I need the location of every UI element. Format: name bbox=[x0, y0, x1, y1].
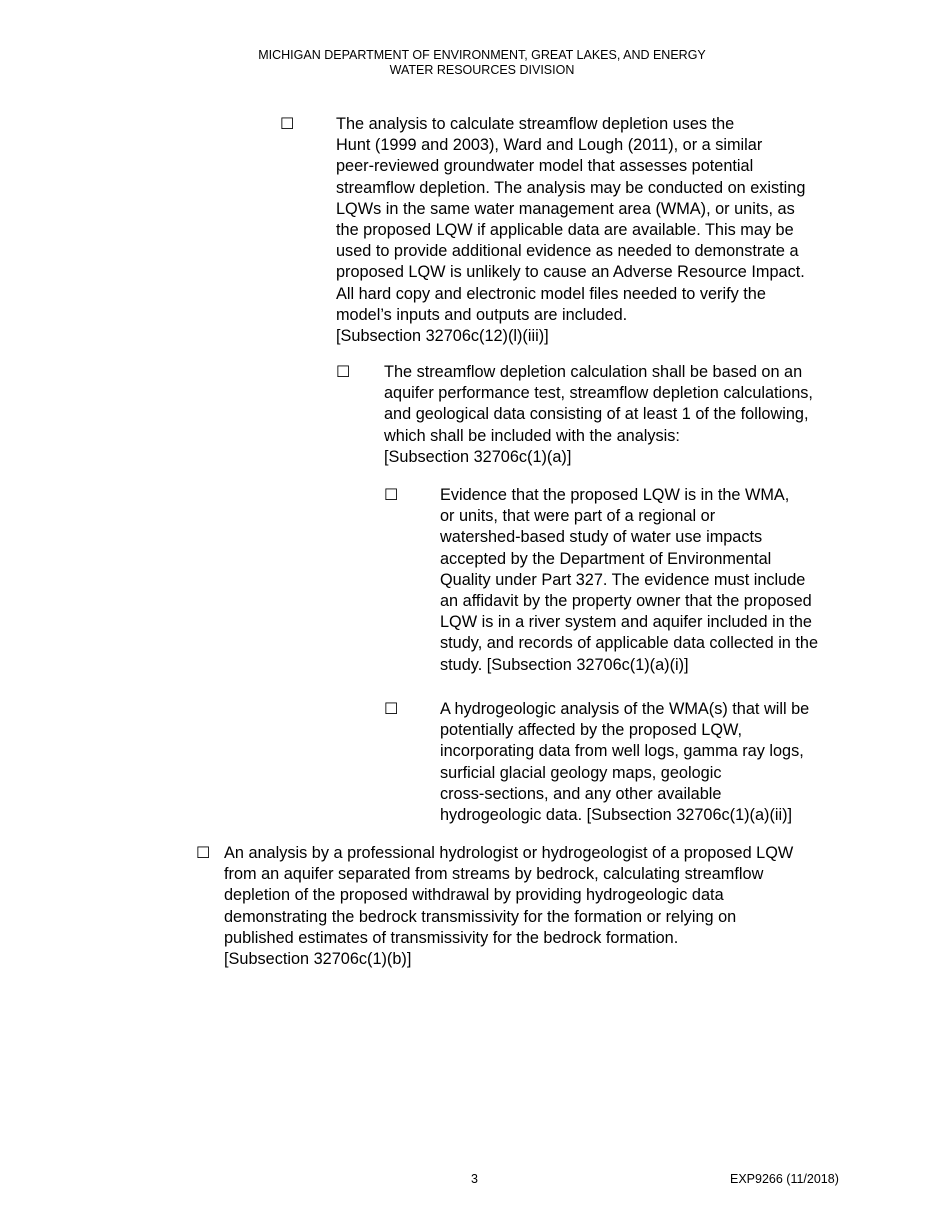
checkbox[interactable]: ☐ bbox=[384, 701, 399, 718]
item-text: A hydrogeologic analysis of the WMA(s) that will be potentially affected by the proposed LQW, incorporating data from well logs, gamma ray logs, surficial glacial geology maps, geologic cross-sections, and any other available hydrogeologic data. [Subsection 32706c(1)(a)(ii)] bbox=[440, 700, 810, 825]
form-id: EXP9266 (11/2018) bbox=[730, 1172, 839, 1186]
header-agency: MICHIGAN DEPARTMENT OF ENVIRONMENT, GREAT LAKES, AND ENERGY bbox=[258, 48, 706, 62]
item-text: The analysis to calculate streamflow depletion uses the Hunt (1999 and 2003), Ward and Lough (2011), or a similar peer-reviewed groundwater model that assesses potential streamflow depletion. The analysis may be conducted on existing LQWs in the same water management area (WMA), or units, as the proposed LQW if applicable data are available. This may be used to provide additional evidence as needed to demonstrate a proposed LQW is unlikely to cause an Adverse Resource Impact. All hard copy and electronic model files needed to verify the model’s inputs and outputs are included. [Subsection 32706c(12)(l)(iii)] bbox=[336, 115, 806, 346]
document-header bbox=[0, 48, 950, 78]
page-number: 3 bbox=[471, 1172, 478, 1186]
item-text: The streamflow depletion calculation shall be based on an aquifer performance test, streamflow depletion calculations, and geological data consisting of at least 1 of the following, which shall be included with the analysis: [Subsection 32706c(1)(a)] bbox=[384, 363, 813, 466]
checkbox[interactable]: ☐ bbox=[280, 116, 295, 133]
checkbox[interactable]: ☐ bbox=[196, 845, 211, 862]
item-text: An analysis by a professional hydrologist or hydrogeologist of a proposed LQW from an aquifer separated from streams by bedrock, calculating streamflow depletion of the proposed withdrawal by providing hydrogeologic data demonstrating the bedrock transmissivity for the formation or relying on published estimates of transmissivity for the bedrock formation. [Subsection 32706c(1)(b)] bbox=[224, 844, 794, 969]
item-text: Evidence that the proposed LQW is in the WMA, or units, that were part of a regional or watershed-based study of water use impacts accepted by the Department of Environmental Quality under Part 327. The evidence must include an affidavit by the property owner that the proposed LQW is in a river system and aquifer included in the study, and records of applicable data collected in the study. [Subsection 32706c(1)(a)(i)] bbox=[440, 486, 819, 674]
header-division: WATER RESOURCES DIVISION bbox=[389, 63, 575, 77]
checkbox[interactable]: ☐ bbox=[336, 364, 351, 381]
checkbox[interactable]: ☐ bbox=[384, 487, 399, 504]
